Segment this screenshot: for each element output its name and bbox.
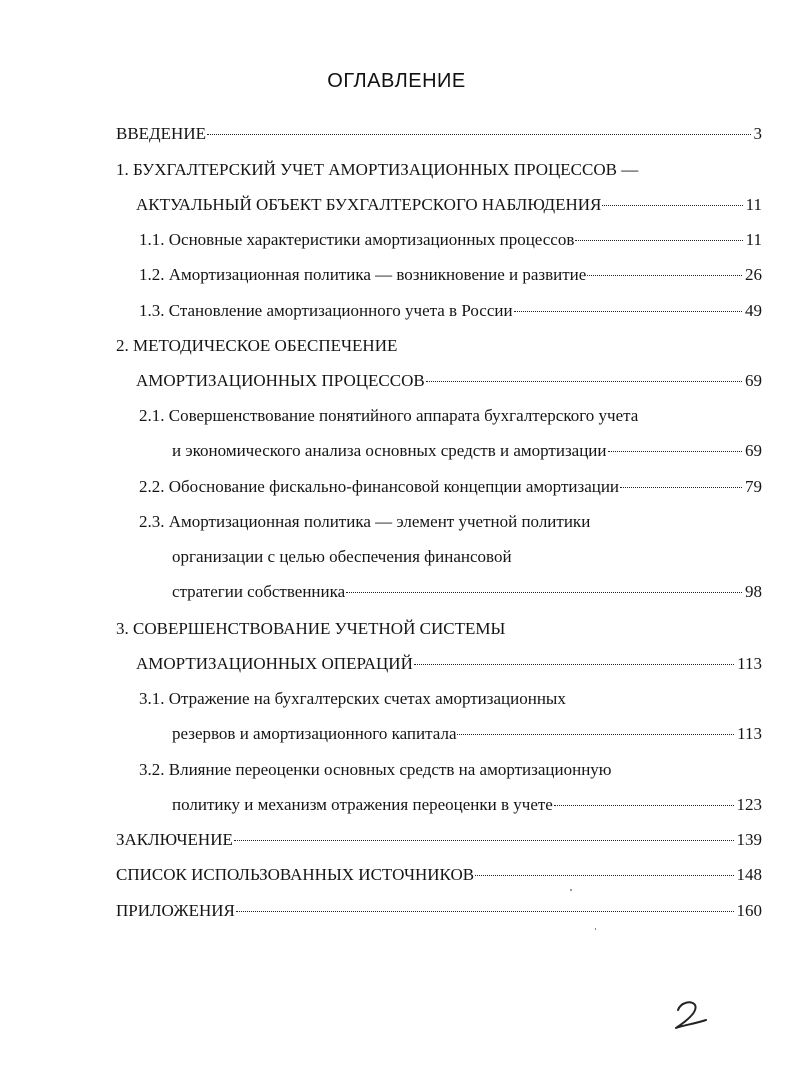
toc-section-2-3-line-1[interactable]	[139, 510, 762, 534]
dot-leader	[236, 911, 734, 912]
toc-entry-text: 1.1. Основные характеристики амортизационных процессов	[139, 230, 575, 249]
toc-entry-text: резервов и амортизационного капитала	[172, 724, 457, 743]
toc-page-number: 11	[745, 195, 762, 214]
toc-section-1-2[interactable]	[139, 263, 762, 287]
toc-page-number: 69	[745, 371, 762, 390]
scan-speck	[595, 928, 596, 930]
toc-entry-appendices[interactable]	[116, 899, 762, 923]
toc-chapter-3-line-1[interactable]	[116, 617, 762, 641]
toc-entry-text: 3. СОВЕРШЕНСТВОВАНИЕ УЧЕТНОЙ СИСТЕМЫ	[116, 619, 506, 638]
toc-entry-text: ВВЕДЕНИЕ	[116, 124, 206, 143]
toc-section-2-3-line-3[interactable]	[172, 580, 762, 604]
toc-section-3-1-line-2[interactable]	[172, 722, 762, 746]
dot-leader	[475, 875, 733, 876]
toc-page-number: 113	[737, 724, 762, 743]
toc-entry-text: АМОРТИЗАЦИОННЫХ ПРОЦЕССОВ	[136, 371, 425, 390]
dot-leader	[587, 275, 742, 276]
toc-entry-references[interactable]	[116, 863, 762, 887]
toc-section-2-1-line-1[interactable]	[139, 404, 762, 428]
page-title: ОГЛАВЛЕНИЕ	[327, 70, 466, 92]
toc-entry-text: 3.1. Отражение на бухгалтерских счетах амортизационных	[139, 689, 566, 708]
toc-chapter-2-line-1[interactable]	[116, 334, 762, 358]
dot-leader	[620, 487, 742, 488]
toc-chapter-3-line-2[interactable]	[136, 652, 762, 676]
dot-leader	[575, 240, 742, 241]
toc-entry-text: и экономического анализа основных средств и амортизации	[172, 441, 607, 460]
dot-leader	[346, 592, 742, 593]
toc-page-number: 113	[737, 654, 762, 673]
toc-section-3-2-line-1[interactable]	[139, 758, 762, 782]
toc-page-number: 69	[745, 441, 762, 460]
toc-page-number: 123	[736, 795, 762, 814]
toc-entry-text: 2.2. Обоснование фискально-финансовой концепции амортизации	[139, 477, 620, 496]
toc-entry-text: ПРИЛОЖЕНИЯ	[116, 901, 235, 920]
toc-section-3-1-line-1[interactable]	[139, 687, 762, 711]
toc-entry-text: стратегии собственника	[172, 582, 346, 601]
toc-entry-text: АКТУАЛЬНЫЙ ОБЪЕКТ БУХГАЛТЕРСКОГО НАБЛЮДЕНИЯ	[136, 195, 602, 214]
toc-page-number: 148	[736, 865, 762, 884]
toc-section-2-2[interactable]	[139, 475, 762, 499]
toc-entry-text: 2.1. Совершенствование понятийного аппарата бухгалтерского учета	[139, 406, 639, 425]
toc-chapter-1-line-2[interactable]	[136, 193, 762, 217]
dot-leader	[608, 451, 743, 452]
dot-leader	[602, 205, 742, 206]
dot-leader	[414, 664, 734, 665]
toc-section-3-2-line-2[interactable]	[172, 793, 762, 817]
toc-entry-text: 1.3. Становление амортизационного учета в России	[139, 301, 513, 320]
toc-chapter-1-line-1[interactable]	[116, 158, 762, 182]
toc-page-number: 26	[745, 265, 762, 284]
scan-speck	[570, 889, 572, 891]
handwritten-page-number	[672, 998, 712, 1032]
toc-entry-text: АМОРТИЗАЦИОННЫХ ОПЕРАЦИЙ	[136, 654, 413, 673]
toc-entry-text: СПИСОК ИСПОЛЬЗОВАННЫХ ИСТОЧНИКОВ	[116, 865, 475, 884]
toc-page-number: 160	[736, 901, 762, 920]
toc-entry-text: организации с целью обеспечения финансовой	[172, 547, 512, 566]
toc-entry-text: 2. МЕТОДИЧЕСКОЕ ОБЕСПЕЧЕНИЕ	[116, 336, 398, 355]
toc-section-2-1-line-2[interactable]	[172, 439, 762, 463]
toc-entry-introduction[interactable]	[116, 122, 762, 146]
toc-entry-text: политику и механизм отражения переоценки в учете	[172, 795, 553, 814]
dot-leader	[207, 134, 751, 135]
toc-entry-text: 1.2. Амортизационная политика — возникновение и развитие	[139, 265, 587, 284]
dot-leader	[426, 381, 742, 382]
dot-leader	[554, 805, 734, 806]
toc-page-number: 98	[745, 582, 762, 601]
toc-entry-text: ЗАКЛЮЧЕНИЕ	[116, 830, 233, 849]
toc-page-number: 79	[745, 477, 762, 496]
toc-section-1-1[interactable]	[139, 228, 762, 252]
toc-page-number: 11	[745, 230, 762, 249]
toc-entry-conclusion[interactable]	[116, 828, 762, 852]
toc-page-number: 139	[736, 830, 762, 849]
toc-page-number: 49	[745, 301, 762, 320]
dot-leader	[457, 734, 734, 735]
toc-entry-text: 3.2. Влияние переоценки основных средств на амортизационную	[139, 760, 612, 779]
toc-entry-text: 2.3. Амортизационная политика — элемент учетной политики	[139, 512, 591, 531]
dot-leader	[514, 311, 742, 312]
toc-section-1-3[interactable]	[139, 299, 762, 323]
toc-entry-text: 1. БУХГАЛТЕРСКИЙ УЧЕТ АМОРТИЗАЦИОННЫХ ПРОЦЕССОВ —	[116, 160, 639, 179]
toc-section-2-3-line-2[interactable]	[172, 545, 762, 569]
toc-chapter-2-line-2[interactable]	[136, 369, 762, 393]
toc-page-number: 3	[753, 124, 762, 143]
dot-leader	[234, 840, 734, 841]
